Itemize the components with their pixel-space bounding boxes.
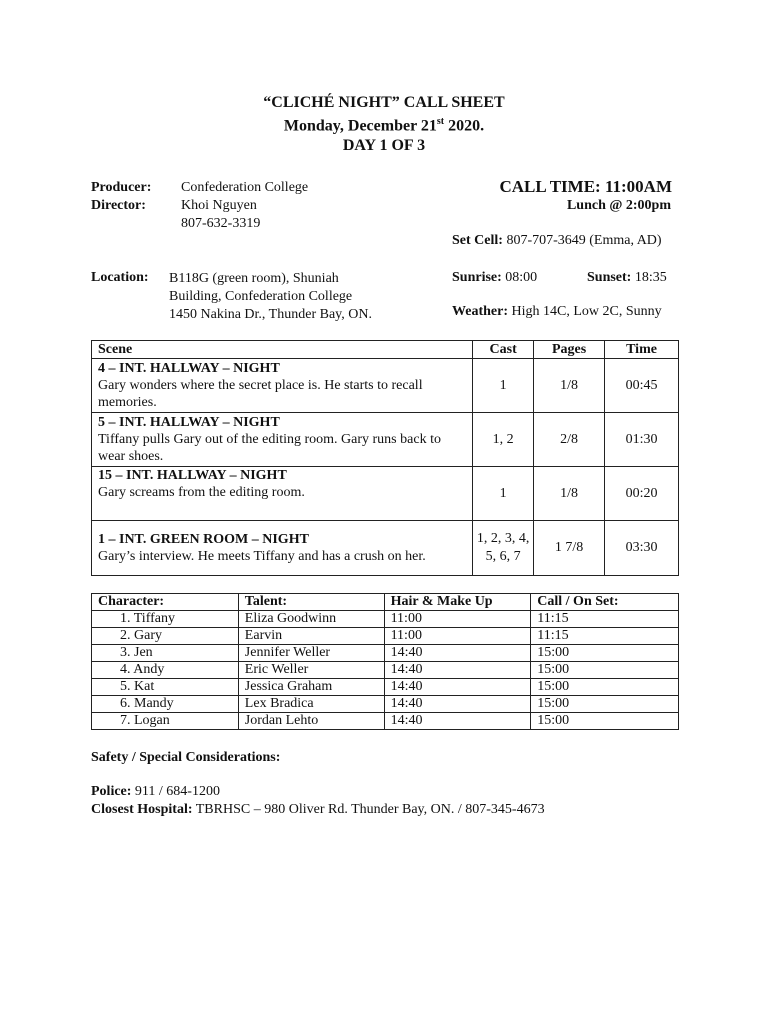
police-line [91,784,220,800]
character-cell: 2. Gary [92,628,239,645]
character-cell: 3. Jen [92,645,239,662]
scene-description: Gary wonders where the secret place is. He starts to recall memories. [98,378,423,410]
sunrise-label: Sunrise: [452,270,502,285]
character-cell: 6. Mandy [92,696,239,713]
scene-time: 00:20 [605,467,679,521]
cast-header-row [92,594,679,611]
table-row [92,713,679,730]
scene-cell [92,467,473,521]
scene-description: Tiffany pulls Gary out of the editing room. Gary runs back to wear shoes. [98,432,441,464]
scene-time: 01:30 [605,413,679,467]
weather-value: High 14C, Low 2C, Sunny [511,304,662,319]
talent-cell: Eric Weller [238,662,384,679]
set-cell-label: Set Cell: [452,233,503,248]
talent-cell: Jennifer Weller [238,645,384,662]
table-row [92,662,679,679]
scene-pages: 1/8 [534,467,605,521]
date-suffix-sup: st [436,116,445,127]
sunset-label: Sunset: [587,270,632,285]
table-row [92,521,679,576]
police-label: Police: [91,784,132,799]
table-row [92,467,679,521]
call-time: CALL TIME: 11:00AM [499,177,672,196]
location-line-3: 1450 Nakina Dr., Thunder Bay, ON. [169,307,372,322]
character-cell: 7. Logan [92,713,239,730]
set-cell-value: 807-707-3649 (Emma, AD) [506,233,662,248]
table-row [92,628,679,645]
producer-value: Confederation College [181,180,309,195]
talent-cell: Eliza Goodwinn [238,611,384,628]
hair-makeup-cell: 14:40 [384,662,531,679]
sheet-title: “CLICHÉ NIGHT” CALL SHEET [263,94,505,111]
scene-description: Gary screams from the editing room. [98,485,305,500]
call-cell: 15:00 [531,662,679,679]
safety-heading: Safety / Special Considerations: [91,750,281,765]
lunch-time: Lunch @ 2:00pm [566,198,671,213]
talent-cell: Jordan Lehto [238,713,384,730]
scene-heading: 5 – INT. HALLWAY – NIGHT [98,415,280,430]
day-count: DAY 1 OF 3 [342,137,426,154]
scene-heading: 4 – INT. HALLWAY – NIGHT [98,361,280,376]
director-value: Khoi Nguyen [181,198,257,213]
sunset [587,270,667,286]
scene-time: 00:45 [605,359,679,413]
cast-header-hair-makeup: Hair & Make Up [384,594,531,611]
scene-heading: 15 – INT. HALLWAY – NIGHT [98,468,287,483]
scenes-header-cast: Cast [473,341,534,359]
location-line-1: B118G (green room), Shuniah [169,271,339,286]
scene-cell [92,521,473,576]
scene-cast: 1 [473,359,534,413]
hair-makeup-cell: 14:40 [384,713,531,730]
sheet-date [0,116,768,135]
call-cell: 15:00 [531,679,679,696]
date-year: 2020. [444,117,485,135]
character-cell: 5. Kat [92,679,239,696]
scene-cell [92,413,473,467]
sunrise [452,270,537,286]
hair-makeup-cell: 11:00 [384,628,531,645]
scene-cast: 1, 2 [473,413,534,467]
weather-label: Weather: [452,304,508,319]
scene-time: 03:30 [605,521,679,576]
hair-makeup-cell: 14:40 [384,679,531,696]
table-row [92,413,679,467]
sunrise-value: 08:00 [505,270,538,285]
character-cell: 1. Tiffany [92,611,239,628]
police-value: 911 / 684-1200 [134,784,220,799]
table-row [92,696,679,713]
talent-cell: Jessica Graham [238,679,384,696]
location-line-2: Building, Confederation College [169,289,353,304]
scenes-table [91,340,679,576]
table-row [92,645,679,662]
scenes-header-time: Time [605,341,679,359]
scenes-header-scene: Scene [92,341,473,359]
hospital-label: Closest Hospital: [91,802,193,817]
table-row [92,611,679,628]
director-label: Director: [91,198,146,213]
date-prefix: Monday, December 21 [283,117,437,135]
table-row [92,359,679,413]
weather [452,304,662,320]
producer-label: Producer: [91,180,152,195]
hospital-line [91,802,545,818]
call-cell: 15:00 [531,696,679,713]
scenes-header-pages: Pages [534,341,605,359]
scenes-header-row [92,341,679,359]
sunset-value: 18:35 [634,270,667,285]
hospital-value: TBRHSC – 980 Oliver Rd. Thunder Bay, ON. / 807-345-4673 [195,802,545,817]
hair-makeup-cell: 14:40 [384,645,531,662]
scene-cast: 1 [473,467,534,521]
scene-cell [92,359,473,413]
director-phone: 807-632-3319 [181,216,261,231]
character-cell: 4. Andy [92,662,239,679]
scene-heading: 1 – INT. GREEN ROOM – NIGHT [98,532,309,547]
scene-pages: 1 7/8 [534,521,605,576]
call-cell: 15:00 [531,645,679,662]
scene-pages: 2/8 [534,413,605,467]
talent-cell: Lex Bradica [238,696,384,713]
location-label: Location: [91,270,149,285]
hair-makeup-cell: 14:40 [384,696,531,713]
table-row [92,679,679,696]
hair-makeup-cell: 11:00 [384,611,531,628]
set-cell [452,233,662,249]
scene-cast: 1, 2, 3, 4, 5, 6, 7 [473,521,534,576]
cast-header-call: Call / On Set: [531,594,679,611]
scene-pages: 1/8 [534,359,605,413]
location-address [169,270,372,324]
cast-header-character: Character: [92,594,239,611]
call-cell: 15:00 [531,713,679,730]
scene-description: Gary’s interview. He meets Tiffany and has a crush on her. [98,549,426,564]
call-cell: 11:15 [531,611,679,628]
cast-header-talent: Talent: [238,594,384,611]
talent-cell: Earvin [238,628,384,645]
cast-table [91,593,679,730]
call-cell: 11:15 [531,628,679,645]
